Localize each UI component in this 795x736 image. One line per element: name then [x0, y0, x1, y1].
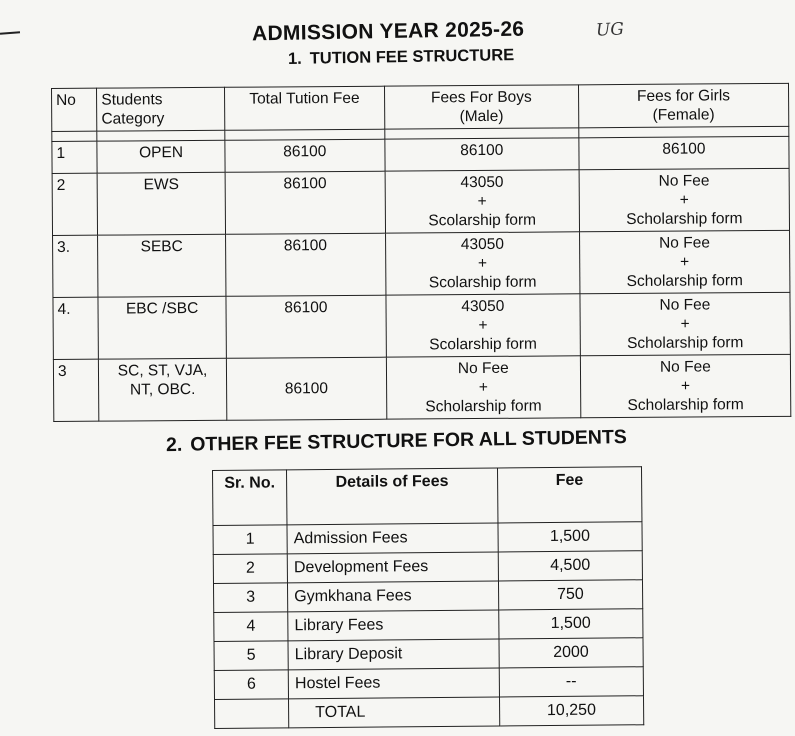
header-category-line: Students: [101, 91, 163, 109]
fee-row: [214, 638, 643, 671]
row-fee-amount: 1,500: [498, 609, 643, 639]
tuition-fee-table: [51, 83, 791, 422]
row-no: 4.: [53, 297, 99, 359]
row-fee-amount: --: [499, 667, 644, 697]
row-boys-fee-line: 43050: [460, 235, 505, 254]
section1-heading: [288, 46, 522, 69]
row-boys-fee: [385, 138, 579, 171]
row-fee-amount: 4,500: [498, 551, 643, 581]
row-fee-detail: Library Fees: [288, 610, 499, 641]
row-girls-fee-line: No Fee: [659, 234, 710, 252]
row-boys-fee-line: 43050: [460, 173, 504, 192]
row-sr-no: 4: [214, 612, 288, 642]
row-total: 86100: [225, 139, 385, 172]
row-sr-no: 6: [214, 670, 288, 700]
section1-number: 1.: [287, 49, 302, 69]
header-details: Details of Fees: [287, 468, 498, 525]
header-girls-line: Fees for Girls: [636, 87, 731, 105]
row-category: [97, 140, 225, 173]
section1-title: TUTION FEE STRUCTURE: [309, 46, 515, 68]
row-boys-fee-line: No Fee: [457, 359, 509, 378]
row-boys-fee: [386, 356, 580, 419]
header-sr-no: Sr. No.: [213, 470, 288, 526]
row-girls-fee: [579, 168, 790, 231]
row-fee-detail: Library Deposit: [288, 639, 499, 670]
header-total: Total Tution Fee: [224, 86, 384, 130]
row-boys-fee: [385, 170, 579, 233]
handwritten-note: UG: [595, 19, 625, 41]
row-category: [97, 172, 225, 235]
fee-row: [213, 580, 642, 613]
row-total: 86100: [226, 357, 386, 420]
row-fee-detail: Admission Fees: [287, 523, 498, 554]
header-category: [97, 87, 225, 131]
total-fee: 10,250: [499, 696, 644, 726]
row-girls-fee-line: +: [680, 377, 691, 395]
row-girls-fee-line: Scholarship form: [626, 272, 743, 290]
header-boys-line: Fees For Boys: [430, 88, 532, 107]
row-boys-fee-line: Scholarship form: [425, 397, 542, 416]
fee-row: [214, 609, 643, 642]
header-no: No: [52, 88, 98, 131]
header-boys-line: (Male): [459, 107, 504, 126]
row-girls-fee-line: Scholarship form: [626, 210, 743, 228]
row-girls-fee-line: +: [679, 191, 689, 209]
row-category: [98, 296, 226, 359]
other-fee-table: [212, 466, 644, 729]
row-girls-fee: [580, 354, 791, 417]
row-fee-detail: Gymkhana Fees: [288, 581, 499, 612]
row-sr-no: 2: [213, 554, 287, 584]
row-fee-amount: 750: [498, 580, 643, 610]
header-girls: [578, 83, 788, 127]
row-boys-fee-line: +: [478, 316, 488, 335]
row-sr-no: 3: [213, 583, 287, 613]
row-total: 86100: [225, 233, 385, 296]
tuition-row: [52, 136, 789, 173]
row-girls-fee-line: No Fee: [659, 358, 711, 376]
row-total: 86100: [225, 171, 385, 234]
row-girls-fee-line: No Fee: [659, 296, 711, 314]
row-girls-fee: [580, 292, 791, 355]
page-title: ADMISSION YEAR 2025-26: [251, 17, 525, 46]
edge-mark: [0, 31, 20, 34]
fee-row: [214, 667, 643, 700]
tuition-row: [53, 292, 790, 359]
row-boys-fee-line: 43050: [461, 297, 505, 316]
row-boys-fee: [385, 232, 579, 295]
row-no: 1: [52, 141, 97, 173]
row-no: 3: [53, 359, 99, 421]
total-sr-empty: [215, 699, 289, 729]
row-boys-fee-line: Scolarship form: [429, 335, 537, 354]
section2-title: OTHER FEE STRUCTURE FOR ALL STUDENTS: [190, 426, 628, 456]
row-category-line: SC, ST, VJA,: [117, 361, 208, 380]
row-boys-fee-line: 86100: [460, 141, 504, 160]
row-fee-amount: 1,500: [498, 522, 643, 552]
row-girls-fee-line: +: [680, 253, 690, 271]
row-girls-fee-line: 86100: [662, 140, 706, 158]
row-category-line: SEBC: [140, 238, 183, 256]
row-boys-fee-line: +: [478, 378, 488, 397]
row-sr-no: 5: [214, 641, 288, 671]
row-category-line: EBC /SBC: [125, 299, 199, 318]
row-girls-fee-line: Scholarship form: [627, 334, 744, 352]
row-fee-amount: 2000: [499, 638, 644, 668]
tuition-row: [53, 354, 790, 421]
row-fee-detail: Development Fees: [287, 552, 498, 583]
section2-heading: [166, 426, 635, 457]
tuition-header-row: [52, 83, 789, 131]
row-category-line: EWS: [143, 176, 179, 194]
row-boys-fee-line: Scolarship form: [428, 273, 537, 292]
row-sr-no: 1: [213, 525, 287, 555]
row-total: 86100: [226, 295, 386, 358]
row-category: [98, 234, 226, 297]
section2-number: 2.: [165, 433, 183, 457]
tuition-row: [52, 168, 789, 235]
row-girls-fee: [579, 230, 790, 293]
other-table-body: [213, 522, 644, 700]
row-category-line: OPEN: [139, 144, 184, 162]
row-girls-fee-line: +: [680, 315, 690, 333]
row-boys-fee-line: Scolarship form: [428, 211, 537, 230]
fee-row: [213, 551, 642, 584]
header-category-line: Category: [101, 110, 165, 128]
fee-row: [213, 522, 642, 555]
header-fee: Fee: [497, 467, 642, 523]
header-girls-line: (Female): [652, 106, 715, 124]
total-label: TOTAL: [289, 697, 500, 728]
row-no: 3.: [53, 235, 99, 297]
row-no: 2: [52, 173, 98, 235]
row-boys-fee: [386, 294, 580, 357]
row-boys-fee-line: +: [477, 192, 487, 211]
row-fee-detail: Hostel Fees: [288, 668, 499, 699]
row-girls-fee: [579, 136, 789, 169]
other-header-row: [213, 467, 642, 526]
row-category: [99, 358, 227, 421]
row-boys-fee-line: +: [477, 254, 488, 273]
tuition-table-body: [52, 136, 791, 421]
row-girls-fee-line: Scholarship form: [627, 396, 744, 414]
row-girls-fee-line: No Fee: [658, 172, 710, 190]
row-category-line: NT, OBC.: [129, 380, 196, 399]
header-boys: [384, 85, 578, 129]
tuition-row: [53, 230, 790, 297]
total-row: [215, 696, 644, 729]
